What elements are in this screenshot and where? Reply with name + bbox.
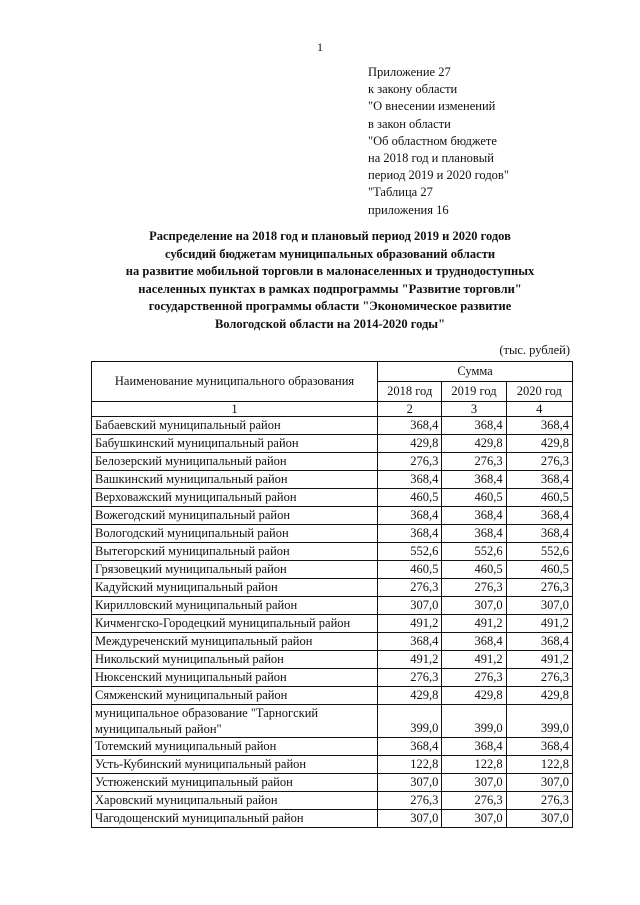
table-row [92,615,573,633]
title-line: государственной программы области "Экономическое развитие [148,299,512,313]
municipality-name: Вашкинский муниципальный район [92,471,378,489]
municipality-name: Никольский муниципальный район [92,651,378,669]
table-row [92,792,573,810]
value-2019: 460,5 [442,489,506,507]
table-row [92,651,573,669]
value-2019: 399,0 [442,705,506,738]
table-row [92,738,573,756]
value-2020: 368,4 [506,417,572,435]
value-2019: 276,3 [442,792,506,810]
value-2019: 429,8 [442,687,506,705]
page-number: 1 [317,40,323,54]
value-2018: 368,4 [378,417,442,435]
appendix-line: в закон области [368,116,451,131]
table-row [92,525,573,543]
value-2020: 429,8 [506,687,572,705]
value-2019: 368,4 [442,471,506,489]
value-2019: 368,4 [442,507,506,525]
value-2019: 368,4 [442,525,506,543]
value-2020: 460,5 [506,489,572,507]
value-2018: 276,3 [378,453,442,471]
table-row [92,435,573,453]
table-row [92,417,573,435]
value-2020: 307,0 [506,597,572,615]
value-2018: 460,5 [378,561,442,579]
table-row [92,774,573,792]
value-2018: 307,0 [378,774,442,792]
column-number: 1 [92,402,378,417]
table-row [92,756,573,774]
value-2019: 368,4 [442,633,506,651]
table-row [92,579,573,597]
table-row [92,489,573,507]
value-2018: 552,6 [378,543,442,561]
column-number: 2 [378,402,442,417]
value-2020: 368,4 [506,525,572,543]
value-2019: 122,8 [442,756,506,774]
value-2019: 368,4 [442,417,506,435]
municipality-name: Бабушкинский муниципальный район [92,435,378,453]
value-2019: 307,0 [442,774,506,792]
header-year-2019: 2019 год [442,382,506,402]
table-row [92,543,573,561]
value-2020: 368,4 [506,738,572,756]
municipality-name: Усть-Кубинский муниципальный район [92,756,378,774]
value-2020: 276,3 [506,669,572,687]
title-line: населенных пунктах в рамках подпрограммы "Развитие торговли" [138,281,522,296]
title-line: Вологодской области на 2014-2020 годы" [214,316,446,331]
table-row [92,687,573,705]
value-2019: 276,3 [442,669,506,687]
document-title [60,228,600,333]
value-2018: 429,8 [378,435,442,453]
value-2020: 552,6 [506,543,572,561]
appendix-line: к закону области [368,82,458,97]
title-line: субсидий бюджетам муниципальных образований области [164,246,496,261]
value-2020: 368,4 [506,507,572,525]
value-2019: 276,3 [442,579,506,597]
municipality-name: Белозерский муниципальный район [92,453,378,471]
value-2018: 368,4 [378,738,442,756]
table-row [92,471,573,489]
value-2019: 429,8 [442,435,506,453]
value-2020: 307,0 [506,810,572,828]
municipality-name: Вологодский муниципальный район [92,525,378,543]
value-2018: 460,5 [378,489,442,507]
value-2020: 491,2 [506,651,572,669]
column-number: 3 [442,402,506,417]
table-row [92,669,573,687]
appendix-line: приложения 16 [368,202,449,217]
value-2018: 276,3 [378,792,442,810]
title-line: Распределение на 2018 год и плановый период 2019 и 2020 годов [149,229,511,243]
value-2020: 368,4 [506,471,572,489]
appendix-line: "Таблица 27 [368,185,433,200]
value-2019: 460,5 [442,561,506,579]
table-body [92,417,573,828]
value-2018: 368,4 [378,471,442,489]
table-row [92,561,573,579]
header-year-2020: 2020 год [506,382,572,402]
municipality-name: Кадуйский муниципальный район [92,579,378,597]
value-2018: 368,4 [378,525,442,543]
appendix-line: "О внесении изменений [368,99,496,114]
municipality-name: Харовский муниципальный район [92,792,378,810]
municipality-name: Устюженский муниципальный район [92,774,378,792]
header-year-2018: 2018 год [378,382,442,402]
value-2020: 491,2 [506,615,572,633]
municipality-name: Бабаевский муниципальный район [92,417,378,435]
header-sum: Сумма [378,362,573,382]
value-2018: 276,3 [378,669,442,687]
value-2019: 368,4 [442,738,506,756]
value-2018: 368,4 [378,633,442,651]
value-2018: 491,2 [378,651,442,669]
value-2018: 491,2 [378,615,442,633]
table-row [92,597,573,615]
value-2019: 552,6 [442,543,506,561]
municipality-name: Верховажский муниципальный район [92,489,378,507]
value-2020: 276,3 [506,792,572,810]
value-2020: 276,3 [506,579,572,597]
value-2018: 399,0 [378,705,442,738]
value-2020: 122,8 [506,756,572,774]
value-2020: 399,0 [506,705,572,738]
table-row [92,507,573,525]
municipality-name: Сямженский муниципальный район [92,687,378,705]
title-line: на развитие мобильной торговли в малонаселенных и труднодоступных [125,264,535,278]
value-2020: 276,3 [506,453,572,471]
units-label: (тыс. рублей) [499,343,570,357]
appendix-line: Приложение 27 [368,65,451,79]
value-2019: 276,3 [442,453,506,471]
municipality-name: Кичменгско-Городецкий муниципальный район [92,615,378,633]
table-row [92,633,573,651]
header-name: Наименование муниципального образования [92,362,378,402]
value-2018: 122,8 [378,756,442,774]
value-2020: 460,5 [506,561,572,579]
subsidy-table [91,361,573,828]
value-2018: 307,0 [378,597,442,615]
value-2018: 368,4 [378,507,442,525]
municipality-name: Грязовецкий муниципальный район [92,561,378,579]
table-row [92,453,573,471]
municipality-name: Тотемский муниципальный район [92,738,378,756]
municipality-name: Вожегодский муниципальный район [92,507,378,525]
value-2018: 307,0 [378,810,442,828]
municipality-name: муниципальное образование "Тарногский муниципальный район" [92,705,378,738]
value-2020: 429,8 [506,435,572,453]
municipality-name: Междуреченский муниципальный район [92,633,378,651]
appendix-line: "Об областном бюджете [368,133,497,148]
value-2018: 276,3 [378,579,442,597]
municipality-name: Нюксенский муниципальный район [92,669,378,687]
value-2020: 307,0 [506,774,572,792]
value-2020: 368,4 [506,633,572,651]
appendix-line: период 2019 и 2020 годов" [368,168,509,183]
appendix-reference [368,64,509,219]
value-2019: 307,0 [442,810,506,828]
table-row [92,705,573,738]
value-2019: 307,0 [442,597,506,615]
municipality-name: Чагодощенский муниципальный район [92,810,378,828]
value-2019: 491,2 [442,615,506,633]
municipality-name: Кирилловский муниципальный район [92,597,378,615]
appendix-line: на 2018 год и плановый [368,151,494,166]
value-2018: 429,8 [378,687,442,705]
table-row [92,810,573,828]
column-number: 4 [506,402,572,417]
value-2019: 491,2 [442,651,506,669]
municipality-name: Вытегорский муниципальный район [92,543,378,561]
